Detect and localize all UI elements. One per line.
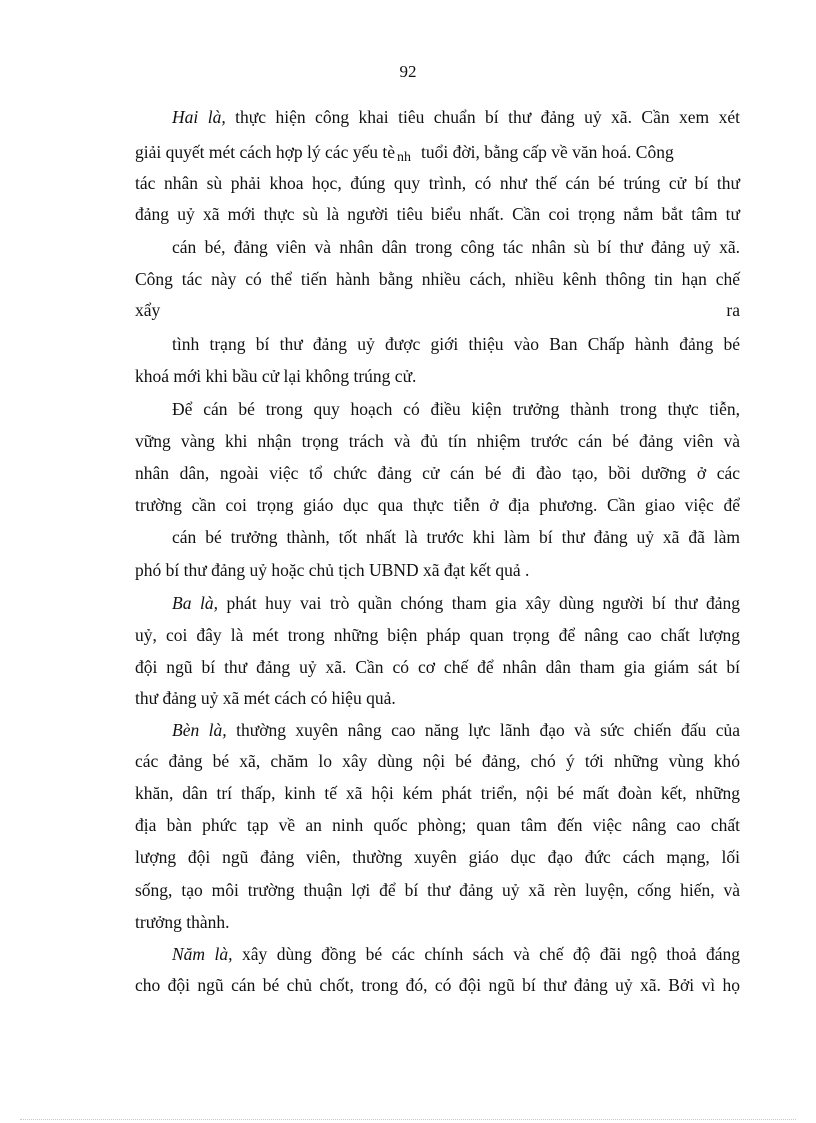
paragraph-line: [172, 592, 740, 614]
paragraph-line: trường cần coi trọng giáo dục qua thực tiễn ở địa phương. Cần giao việc để: [135, 495, 740, 515]
paragraph-line: [172, 943, 740, 965]
line-text: tuổi đời, bằng cấp về văn hoá. Công: [420, 142, 674, 162]
paragraph-line: vững vàng khi nhận trọng trách và đủ tín nhiệm trước cán bé đảng viên và: [135, 431, 740, 451]
paragraph-lead: Hai là,: [172, 107, 226, 127]
paragraph-line: đảng uỷ xã mới thực sù là người tiêu biểu nhất. Cần coi trọng nắm bắt tâm tư: [135, 204, 740, 224]
paragraph-line: cho đội ngũ cán bé chủ chốt, trong đó, có đội ngũ bí thư đảng uỷ xã. Bởi vì họ: [135, 975, 740, 995]
line-text: giải quyết mét cách hợp lý các yếu tè: [135, 142, 395, 162]
line-text: phát huy vai trò quần chóng tham gia xây dùng người bí thư đảng: [217, 593, 740, 613]
paragraph-line: khoá mới khi bầu cử lại không trúng cử.: [135, 366, 417, 386]
line-text: xẩy: [135, 300, 161, 320]
paragraph-line: địa bàn phức tạp về an ninh quốc phòng; quan tâm đến việc nâng cao chất: [135, 815, 740, 835]
paragraph-line: lượng đội ngũ đảng viên, thường xuyên giáo dục đạo đức cách mạng, lối: [135, 847, 740, 867]
paragraph-line: [172, 106, 740, 128]
page-number: 92: [399, 62, 417, 81]
paragraph-line: tác nhân sù phải khoa học, đúng quy trình, có như thế cán bé trúng cử bí thư: [135, 173, 740, 193]
paragraph-line: cán bé, đảng viên và nhân dân trong công tác nhân sù bí thư đảng uỷ xã.: [172, 237, 740, 257]
paragraph-line: tình trạng bí thư đảng uỷ được giới thiệu vào Ban Chấp hành đảng bé: [172, 334, 740, 354]
paragraph-line: sống, tạo môi trường thuận lợi để bí thư đảng uỷ xã rèn luyện, cống hiến, và: [135, 880, 740, 900]
paragraph-line: [135, 141, 740, 166]
paragraph-line: phó bí thư đảng uỷ hoặc chủ tịch UBND xã đạt kết quả .: [135, 560, 530, 580]
paragraph-lead: Ba là,: [172, 593, 218, 613]
paragraph-lead: Bèn là,: [172, 720, 227, 740]
paragraph-lead: Năm là,: [172, 944, 233, 964]
paragraph-line: [135, 299, 740, 321]
line-text: xây dùng đồng bé các chính sách và chế độ đãi ngộ thoả đáng: [232, 944, 740, 964]
paragraph-line: uỷ, coi đây là mét trong những biện pháp quan trọng để nâng cao chất lượng: [135, 625, 740, 645]
paragraph-line: Công tác này có thể tiến hành bằng nhiều cách, nhiều kênh thông tin hạn chế: [135, 269, 740, 289]
paragraph-line: nhân dân, ngoài việc tổ chức đảng cử cán bé đi đào tạo, bồi dưỡng ở các: [135, 463, 740, 483]
paragraph-line: thư đảng uỷ xã mét cách có hiệu quả.: [135, 688, 396, 708]
line-text: thường xuyên nâng cao năng lực lãnh đạo và sức chiến đấu của: [226, 720, 740, 740]
page-bottom-rule: [20, 1119, 796, 1120]
paragraph-line: trưởng thành.: [135, 912, 230, 932]
paragraph-line: Để cán bé trong quy hoạch có điều kiện trưởng thành trong thực tiễn,: [172, 399, 740, 419]
paragraph-line: cán bé trưởng thành, tốt nhất là trước khi làm bí thư đảng uỷ xã đã làm: [172, 527, 740, 547]
paragraph-line: [172, 719, 740, 741]
paragraph-line: đội ngũ bí thư đảng uỷ xã. Cần có cơ chế để nhân dân tham gia giám sát bí: [135, 657, 740, 677]
line-text: thực hiện công khai tiêu chuẩn bí thư đảng uỷ xã. Cần xem xét: [225, 107, 741, 127]
paragraph-line: khăn, dân trí thấp, kinh tế xã hội kém phát triển, nội bé mất đoàn kết, những: [135, 783, 740, 803]
line-text: ra: [726, 300, 740, 320]
paragraph-line: các đảng bé xã, chăm lo xây dùng nội bé đảng, chó ý tới những vùng khó: [135, 751, 740, 771]
subscript-text: nh: [396, 150, 411, 165]
